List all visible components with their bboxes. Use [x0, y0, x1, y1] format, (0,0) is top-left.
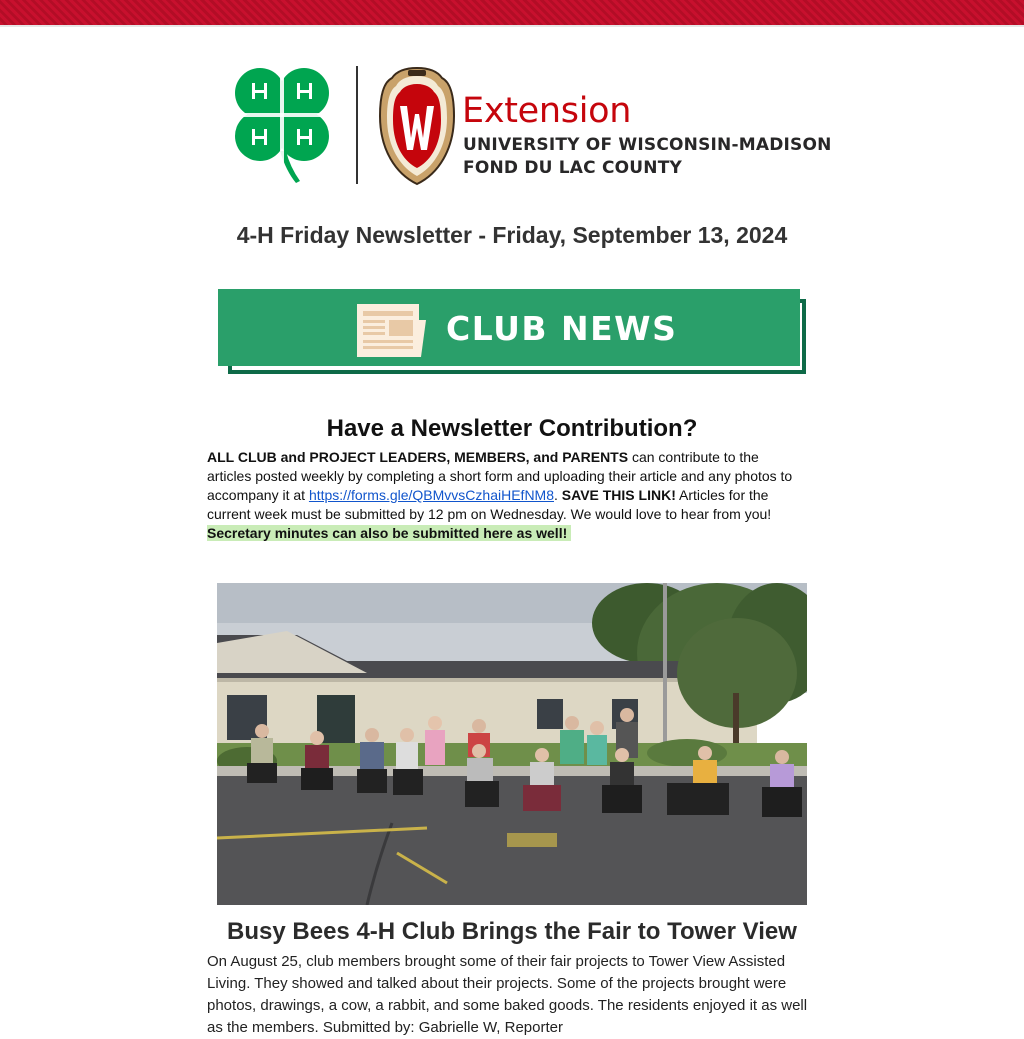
top-band-divider	[0, 25, 1024, 27]
contribution-text-3: Articles for the current week must be submitted by 12 pm on Wednesday. We would love to hear from you!	[207, 487, 772, 522]
contribution-heading: Have a Newsletter Contribution?	[326, 415, 698, 442]
top-decorative-band	[0, 0, 1024, 25]
contribution-text-2: .	[554, 487, 562, 503]
article-title: Busy Bees 4-H Club Brings the Fair to Tower View	[227, 918, 797, 945]
county-name: FOND DU LAC COUNTY	[463, 158, 683, 178]
university-name: UNIVERSITY OF WISCONSIN-MADISON	[463, 135, 832, 155]
save-link-note: SAVE THIS LINK!	[561, 487, 676, 503]
club-group-photo	[217, 583, 807, 905]
newsletter-title: 4-H Friday Newsletter - Friday, September 13, 2024	[236, 222, 788, 248]
banner-label: CLUB NEWS	[446, 309, 678, 348]
secretary-minutes-note: Secretary minutes can also be submitted here as well!	[207, 525, 571, 541]
club-news-banner	[218, 289, 810, 377]
contribution-text-1: can contribute to the articles posted weekly by completing a short form and uploading their article and any photos to accompany it at	[207, 449, 793, 503]
article-body: On August 25, club members brought some of their fair projects to Tower View Assisted Living. They showed and talked about their projects. Some of the projects brought were photos, drawings, a cow, a rabbit, and some baked goods. The residents enjoyed it as well as the members. Submitted by: Gabrielle W, Reporter	[207, 953, 808, 1036]
banner-panel	[218, 289, 800, 366]
contribution-audience: ALL CLUB and PROJECT LEADERS, MEMBERS, and PARENTS	[207, 449, 629, 465]
logo-divider	[356, 66, 358, 184]
contribution-paragraph	[207, 448, 805, 543]
newspaper-icon	[351, 304, 426, 359]
submission-form-link[interactable]: https://forms.gle/QBMvvsCzhaiHEfNM8	[308, 487, 554, 503]
four-h-clover-logo	[222, 63, 342, 185]
extension-wordmark: Extension	[462, 91, 632, 131]
uw-crest-logo	[378, 66, 456, 186]
